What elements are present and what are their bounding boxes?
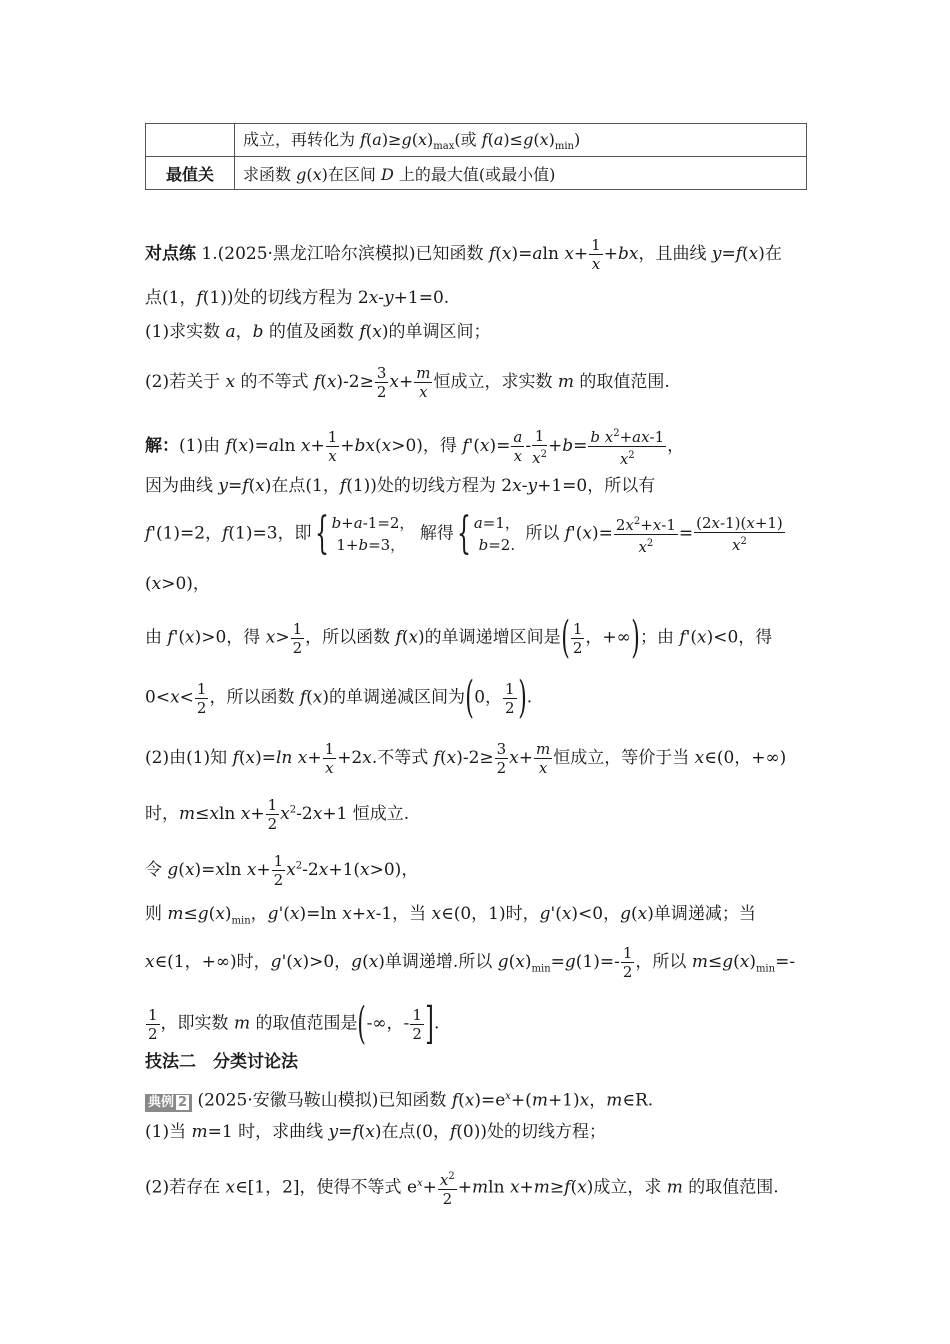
practice-line-2: 点(1，f(1))处的切线方程为 2x-y+1=0. <box>145 288 450 308</box>
summary-table <box>145 123 807 190</box>
table-cell-label: 最值关 <box>146 157 235 190</box>
solution-line-5: 由 f'(x)>0，得 x> $\frac{1}{2}$ ，所以函数 f(x)的单调递增区间是( $\frac{1}{2}$ ，+∞)；由 f'(x)<0，得 <box>145 612 773 663</box>
solution-line-9: 令 g(x)=xln x+ $\frac{1}{2}$ $x^2-2x+1(x>0)$， <box>145 852 419 889</box>
table-cell-row2: 求函数 g(x)在区间 D 上的最大值(或最小值) <box>235 157 807 190</box>
solution-label: 解： <box>145 436 179 456</box>
table-row <box>146 157 807 190</box>
example2-q1: (1)当 m=1 时，求曲线 y=f(x)在点(0，f(0))处的切线方程； <box>145 1122 606 1142</box>
solution-line-1: 解：(1)由 f(x)=aln x+ $\frac{1}{x}$ +bx(x>0)，得 f'(x)= $\frac{a}{x}$ - $\frac{1}{x^2}$ +b= $\frac{b x^2+ax-1}{x^2}$ ， <box>145 426 685 468</box>
solution-line-12: $\frac{1}{2}$ ，即实数 m 的取值范围是(-∞，- $\frac{1}{2}$ ]. <box>148 998 440 1049</box>
method2-title: 技法二 分类讨论法 <box>145 1052 298 1072</box>
solution-line-10: 则 $m\le g(x)_{min}$，g'(x)=ln x+x-1，当 x∈(0，1)时，g'(x)<0，g(x)单调递减；当 <box>145 904 756 927</box>
solution-line-3: f'(1)=2，f(1)=3，即{ b+a-1=2， 1+b=3， 解得{ a=1， b=2. 所以 f'(x)= $\frac{2x^2+x-1}{x^2}$ = $\frac{(2x-1)(x+1)}{x^2}$ <box>145 508 783 559</box>
solution-line-11: x∈(1，+∞)时，g'(x)>0，g(x)单调递增.所以 $g(x)_{min}=g(1)=-$ $\frac{1}{2}$ ，所以 $m\le g(x)_{min}=-$ <box>145 944 796 981</box>
solution-line-8: 时，m≤xln x+ $\frac{1}{2}$ $x^2-2x+1$ 恒成立. <box>145 796 410 833</box>
table-cell-empty <box>146 124 235 157</box>
table-row <box>146 124 807 157</box>
practice-q1: (1)求实数 a，b 的值及函数 f(x)的单调区间； <box>145 322 491 342</box>
example2-stem: 典例 2 (2025·安徽马鞍山模拟)已知函数 $f(x)=e^x+(m+1)x$，m∈R. <box>145 1085 653 1113</box>
example-badge: 典例 2 <box>145 1094 192 1112</box>
solution-line-4: (x>0)， <box>145 574 210 594</box>
table-cell-row1: 成立，再转化为 $f(a)\ge g(x)_{max}$(或 $f(a)\le g(x)_{min}$) <box>235 124 807 157</box>
practice-label: 对点练 <box>145 244 196 264</box>
solution-line-7: (2)由(1)知 f(x)=ln x+ $\frac{1}{x}$ +2x.不等式 f(x)-2≥ $\frac{3}{2}$ x+ $\frac{m}{x}$ 恒成立，等价于当 x∈(0，+∞) <box>145 740 787 777</box>
example2-q2: (2)若存在 x∈[1，2]，使得不等式 $e^x+$ $\frac{x^2}{2}$ +mln x+m≥f(x)成立，求 m 的取值范围. <box>145 1168 779 1208</box>
practice-line-1: 对点练 1.(2025·黑龙江哈尔滨模拟)已知函数 f(x)=aln x+ $\frac{1}{x}$ +bx，且曲线 y=f(x)在 <box>145 236 782 273</box>
practice-q2: (2)若关于 x 的不等式 f(x)-2≥ $\frac{3}{2}$ x+ $\frac{m}{x}$ 恒成立，求实数 m 的取值范围. <box>145 364 670 401</box>
solution-line-6: 0<x< $\frac{1}{2}$ ，所以函数 f(x)的单调递减区间为(0， $\frac{1}{2}$ ). <box>145 672 533 723</box>
solution-line-2: 因为曲线 y=f(x)在点(1，f(1))处的切线方程为 2x-y+1=0，所以有 <box>145 476 656 496</box>
